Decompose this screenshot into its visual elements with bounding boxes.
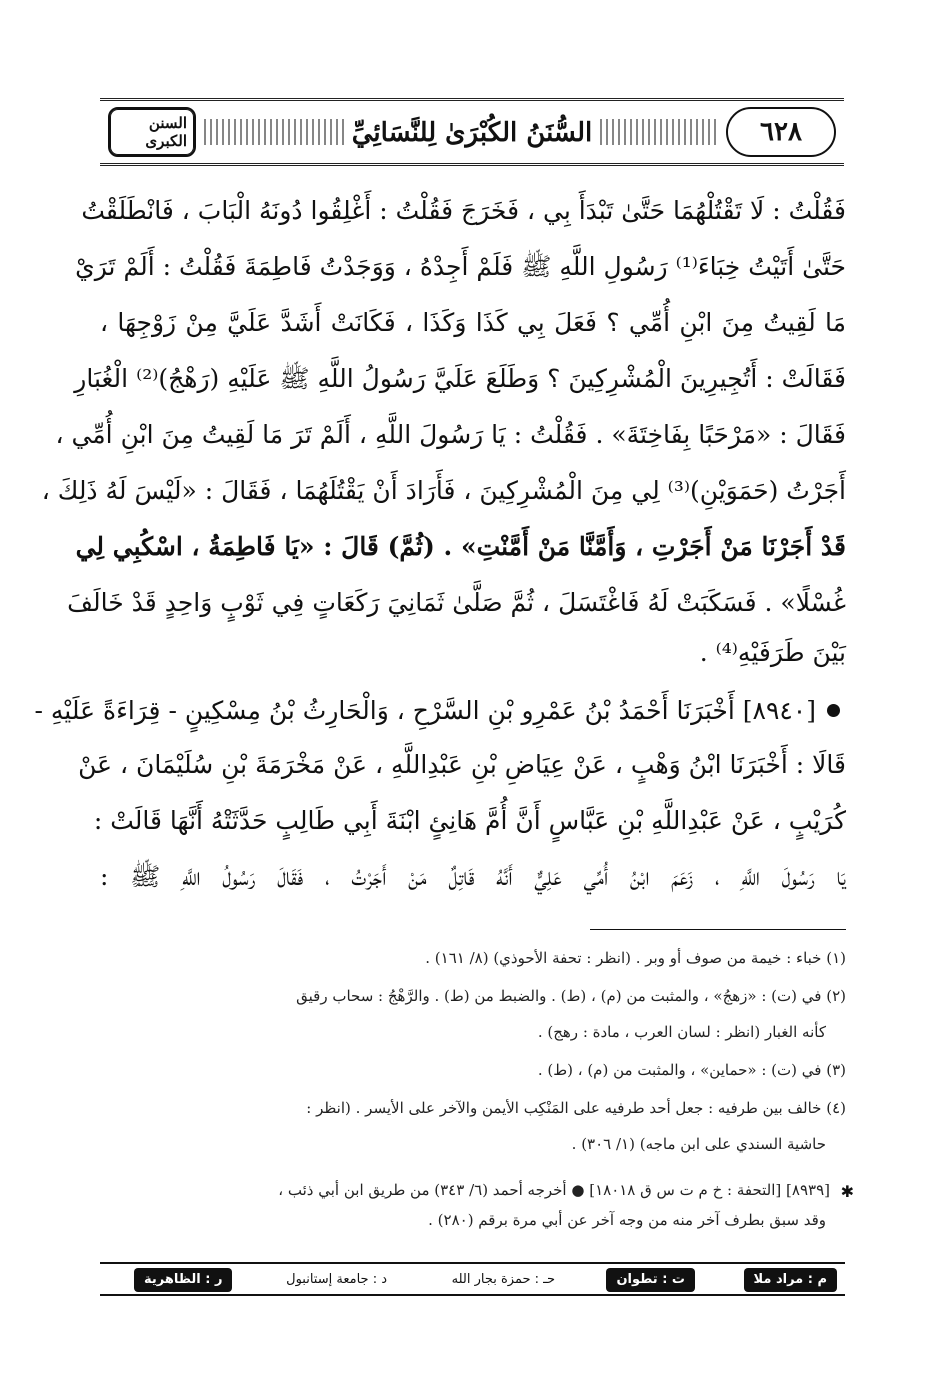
hadith-line: يَا رَسُولَ اللَّهِ ، زَعَمَ ابْنُ أُمِّي عَلِيٌّ أَنَّهُ قَاتِلٌ مَنْ أَجَرْتُ ، فَقَالَ رَسُولُ اللَّهِ ﷺ : bbox=[100, 862, 846, 891]
footnote-divider bbox=[590, 929, 846, 930]
source-tag-m: م : مراد ملا bbox=[744, 1268, 838, 1292]
footnote: (١) خباء : خيمة من صوف أو وبر . (انظر : تحفة الأحوذي) (٨/ ١٦١) . bbox=[425, 949, 846, 967]
source-tag-d: د : جامعة إستانبول bbox=[286, 1272, 387, 1287]
manuscript-sources-footer bbox=[100, 1262, 845, 1296]
footnote: حاشية السندي على ابن ماجه) (١/ ٣٠٦) . bbox=[571, 1135, 826, 1153]
text-line: فَقَالَتْ : أَتُجِيرِينَ الْمُشْرِكِينَ ؟ وَطَلَعَ عَلَيَّ رَسُولُ اللَّهِ ﷺ عَلَيْهِ (رَهْجُ)⁽²⁾ الْغُبَارِ bbox=[74, 364, 846, 393]
footnote: (٤) خالف بين طرفيه : جعل أحد طرفيه على المَنْكِب الأيمن والآخر على الأيسر . (انظر : bbox=[306, 1099, 846, 1117]
hadith-line: [٨٩٤٠] أَخْبَرَنَا أَحْمَدُ بْنُ عَمْرِو بْنِ السَّرْحِ ، وَالْحَارِثُ بْنُ مِسْكِينٍ - قِرَاءَةً عَلَيْهِ - bbox=[34, 696, 816, 725]
text-line: حَتَّىٰ أَتَيْتُ خِبَاءَ⁽¹⁾ رَسُولِ اللَّهِ ﷺ فَلَمْ أَجِدْهُ ، وَوَجَدْتُ فَاطِمَةَ فَقُلْتُ : أَلَمْ تَرَيْ bbox=[75, 252, 846, 281]
text-line: مَا لَقِيتُ مِنَ ابْنِ أُمِّي ؟ فَعَلَ بِي كَذَا وَكَذَا ، فَكَانَتْ أَشَدَّ عَلَيَّ مِنْ زَوْجِهَا ، bbox=[100, 308, 846, 337]
asterisk-icon: ✱ bbox=[840, 1182, 854, 1201]
book-logo bbox=[108, 107, 196, 157]
hadith-line: كُرَيْبٍ ، عَنْ عَبْدِاللَّهِ بْنِ عَبَّاسٍ أَنَّ أُمَّ هَانِئٍ ابْنَةَ أَبِي طَالِبٍ حَدَّثَتْهُ أَنَّهَا قَالَتْ : bbox=[93, 806, 846, 835]
page-number: ٦٢٨ bbox=[726, 107, 836, 157]
bullet-icon bbox=[827, 704, 840, 717]
text-line: أَجَرْتُ (حَمَوَيْنِ)⁽³⁾ لِي مِنَ الْمُشْرِكِينَ ، فَأَرَادَ أَنْ يَقْتُلَهُمَا ، فَقَالَ : «لَيْسَ لَهُ ذَلِكَ ، bbox=[41, 476, 846, 505]
text-line: قَدْ أَجَرْنَا مَنْ أَجَرْتِ ، وَأَمَّنَّا مَنْ أَمَّنْتِ» . (ثُمَّ) قَالَ : «يَا فَاطِمَةُ ، اسْكُبِي لِي bbox=[75, 532, 846, 561]
footnote: (٢) في (ت) : «زهجُ» ، والمثبت من (م) ، (ط) . والضبط من (ط) . والرَّهْجُ : سحاب رقيق bbox=[296, 987, 846, 1005]
page-header bbox=[100, 98, 844, 166]
header-ornament-right bbox=[600, 119, 720, 145]
page-title: السُّنَنُ الكُبْرَىٰ لِلنَّسَائِيِّ bbox=[351, 118, 593, 148]
takhrij-note: وقد سبق بطرف آخر منه من وجه آخر عن أبي مرة برقم (٢٨٠) . bbox=[428, 1211, 826, 1229]
footnote: كأنه الغبار (انظر : لسان العرب ، مادة : رهج) . bbox=[537, 1023, 826, 1041]
text-line: غُسْلًا» . فَسَكَبَتْ لَهُ فَاغْتَسَلَ ، ثُمَّ صَلَّىٰ ثَمَانِيَ رَكَعَاتٍ فِي ثَوْبٍ وَاحِدٍ قَدْ خَالَفَ bbox=[67, 588, 846, 617]
source-tag-h: حـ : حمزة بجار الله bbox=[451, 1272, 555, 1287]
text-line: فَقُلْتُ : لَا تَقْتُلْهُمَا حَتَّىٰ تَبْدَأَ بِي ، فَخَرَجَ فَقُلْتُ : أَغْلِقُوا دُونَهُ الْبَابَ ، فَانْطَلَقْتُ bbox=[81, 196, 846, 225]
hadith-line: قَالَا : أَخْبَرَنَا ابْنُ وَهْبٍ ، عَنْ عِيَاضِ بْنِ عَبْدِاللَّهِ ، عَنْ مَخْرَمَةَ بْنِ سُلَيْمَانَ ، عَنْ bbox=[78, 750, 846, 779]
text-line: بَيْنَ طَرَفَيْهِ⁽⁴⁾ . bbox=[699, 638, 846, 667]
header-ornament-left bbox=[204, 119, 344, 145]
footnote: (٣) في (ت) : «حماين» ، والمثبت من (م) ، (ط) . bbox=[537, 1061, 846, 1079]
book-logo-text: السنن الكبرى bbox=[110, 109, 194, 155]
text-line: فَقَالَ : «مَرْحَبًا بِفَاخِتَةَ» . فَقُلْتُ : يَا رَسُولَ اللَّهِ ، أَلَمْ تَرَ مَا لَقِيتُ مِنَ ابْنِ أُمِّي ، bbox=[55, 420, 846, 449]
takhrij-note: [٨٩٣٩] [التحفة : خ م ت س ق ١٨٠١٨] ● أخرجه أحمد (٦/ ٣٤٣) من طريق ابن أبي ذئب ، bbox=[278, 1181, 830, 1199]
source-tag-t: ت : تطوان bbox=[606, 1268, 695, 1292]
source-tag-r: ر : الظاهرية bbox=[134, 1268, 232, 1292]
